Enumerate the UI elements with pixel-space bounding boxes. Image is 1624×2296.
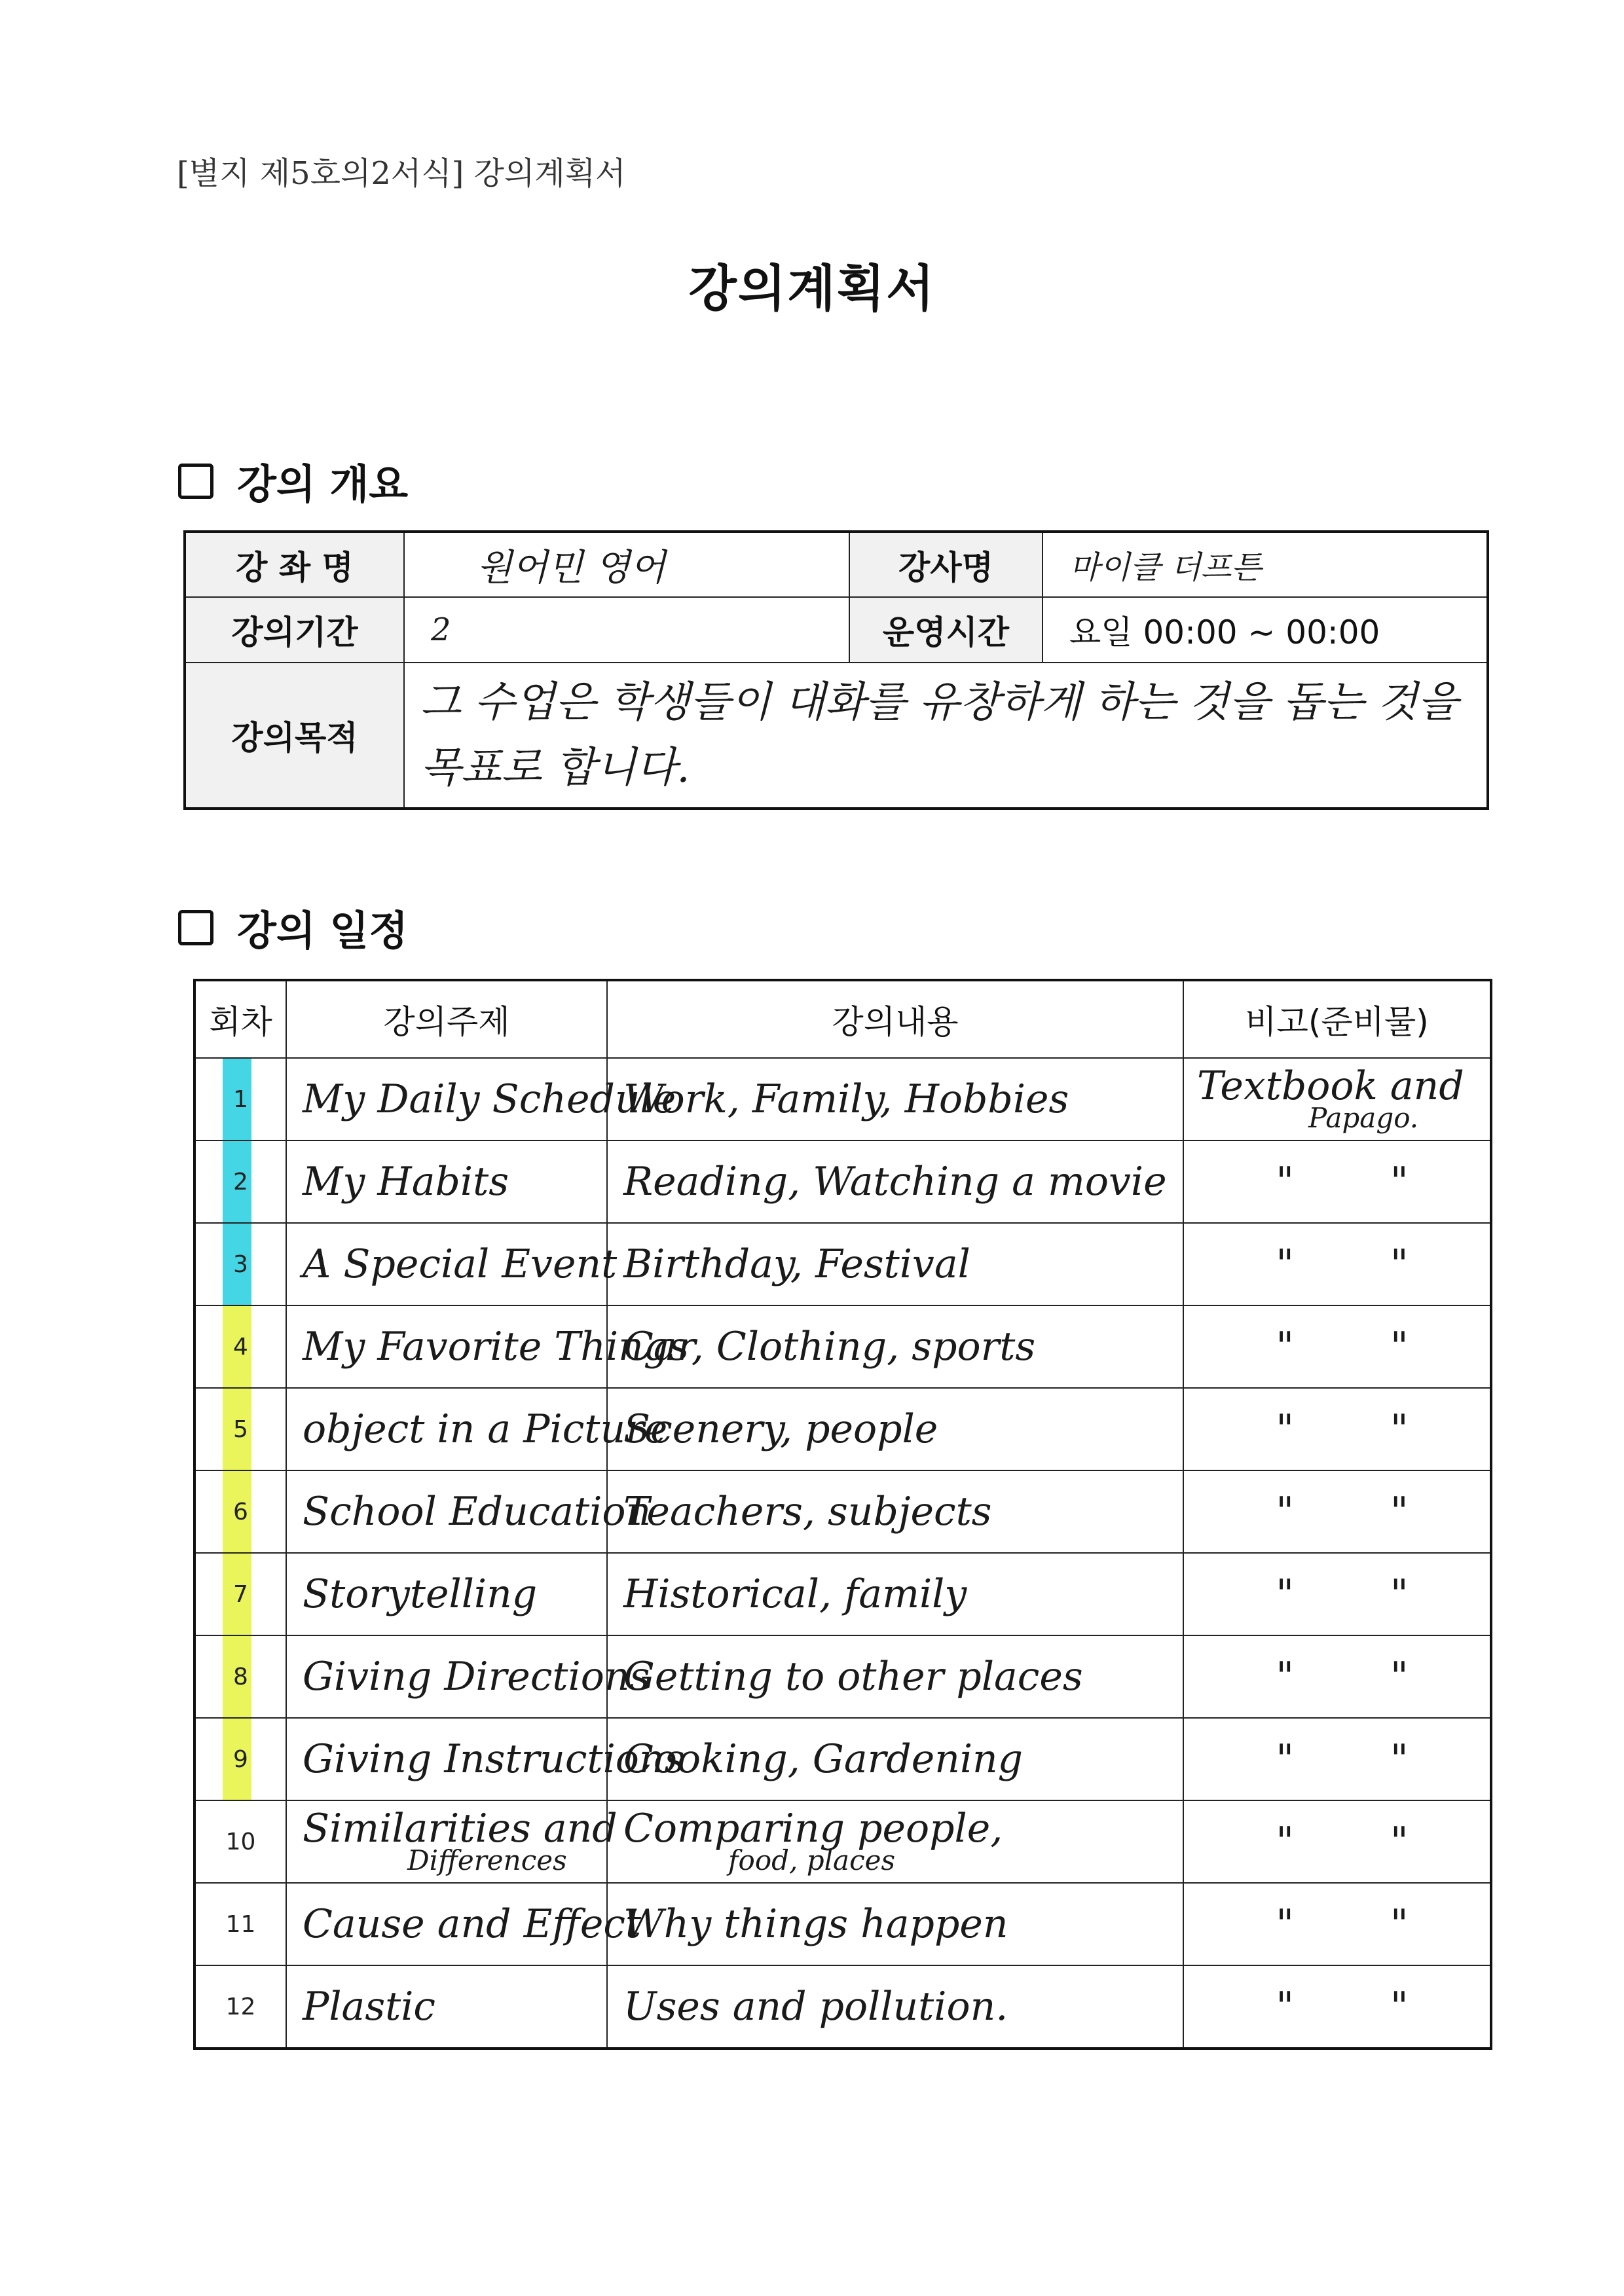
remark (1183, 1800, 1491, 1883)
checkbox-icon (178, 910, 213, 945)
lecture-topic (286, 1058, 676, 1140)
table-row (194, 1553, 1491, 1635)
column-header: 강의주제 (286, 980, 607, 1058)
overview-heading (178, 452, 408, 510)
session-number: 1 (194, 1058, 286, 1140)
remark-ditto: " " (1276, 1324, 1411, 1370)
remark-ditto: " " (1276, 1489, 1411, 1535)
session-number: 2 (194, 1140, 286, 1223)
lecture-content (607, 1965, 1183, 2049)
table-row (194, 1140, 1491, 1223)
column-header: 비고(준비물) (1183, 980, 1491, 1058)
lecture-topic (286, 1635, 650, 1718)
table-row (194, 1470, 1491, 1553)
session-number: 6 (194, 1470, 286, 1553)
remark (1183, 1718, 1491, 1800)
session-number: 10 (194, 1800, 286, 1883)
lecture-content (607, 1635, 1183, 1718)
lecture-content-text: Cooking, Gardening (623, 1736, 1024, 1782)
remark-ditto: " " (1276, 1159, 1411, 1205)
lecture-content (607, 1140, 1183, 1223)
overview-table (183, 530, 1489, 810)
lecture-topic (286, 1388, 668, 1470)
lecture-topic (286, 1718, 685, 1800)
lecture-content-text: Why things happen (623, 1901, 1008, 1947)
remark (1183, 1223, 1491, 1305)
lecture-content-text: Work, Family, Hobbies (623, 1076, 1069, 1122)
lecture-content (607, 1058, 1183, 1140)
remark-ditto: " " (1276, 1984, 1411, 2030)
lecture-topic-text: object in a Picture (303, 1406, 668, 1452)
schedule-heading (178, 898, 408, 957)
lecture-content (607, 1388, 1183, 1470)
instructor-value: 마이클 더프튼 (1043, 532, 1488, 597)
lecture-content-line2: food, places (728, 1844, 895, 1876)
lecture-topic-line2: Differences (407, 1844, 567, 1876)
lecture-content-text: Teachers, subjects (623, 1489, 992, 1535)
goal-value: 그 수업은 학생들이 대화를 유창하게 하는 것을 돕는 것을 목표로 합니다. (404, 663, 1488, 809)
instructor-label: 강사명 (849, 532, 1043, 597)
remark (1183, 1058, 1491, 1140)
course-name-value: 원어민 영어 (404, 532, 849, 597)
lecture-topic-text: Storytelling (303, 1571, 538, 1617)
lecture-topic-text: My Favorite Things (303, 1324, 690, 1370)
lecture-topic-text: School Education (303, 1489, 652, 1535)
lecture-content (607, 1223, 1183, 1305)
remark-ditto: " " (1276, 1654, 1411, 1700)
lecture-topic (286, 1140, 607, 1223)
remark (1183, 1553, 1491, 1635)
lecture-content-text: Getting to other places (623, 1654, 1083, 1700)
lecture-content (607, 1718, 1183, 1800)
lecture-topic-text: Cause and Effect (303, 1901, 642, 1947)
table-row (194, 1965, 1491, 2049)
lecture-topic-text: Giving Instructions (303, 1736, 685, 1782)
lecture-topic (286, 1800, 618, 1883)
session-number: 4 (194, 1305, 286, 1388)
table-row (194, 1635, 1491, 1718)
remark (1183, 1883, 1491, 1965)
remark-ditto: " " (1276, 1736, 1411, 1782)
remark (1183, 1635, 1491, 1718)
lecture-content-text: Birthday, Festival (623, 1241, 970, 1287)
form-label: [별지 제5호의2서식] 강의계획서 (177, 155, 626, 192)
remark-line2: Papago. (1308, 1102, 1419, 1134)
lecture-topic-text: My Habits (303, 1159, 509, 1205)
lecture-topic-text: Giving Directions (303, 1654, 650, 1700)
lecture-content-text: Historical, family (623, 1571, 967, 1617)
remark-ditto: " " (1276, 1571, 1411, 1617)
session-number: 3 (194, 1223, 286, 1305)
lecture-content-text: Uses and pollution. (623, 1984, 1008, 2030)
table-row (194, 1883, 1491, 1965)
lecture-topic-text: A Special Event (303, 1241, 618, 1287)
column-header: 강의내용 (607, 980, 1183, 1058)
lecture-content-text: Scenery, people (623, 1406, 938, 1452)
remark (1183, 1470, 1491, 1553)
lecture-content (607, 1800, 1183, 1883)
lecture-topic (286, 1965, 607, 2049)
remark-ditto: " " (1276, 1406, 1411, 1452)
hours-value: 요일 00:00 ~ 00:00 (1043, 597, 1488, 663)
lecture-topic (286, 1883, 642, 1965)
period-label: 강의기간 (185, 597, 404, 663)
schedule-table (193, 979, 1492, 2050)
session-number: 9 (194, 1718, 286, 1800)
column-header: 회차 (194, 980, 286, 1058)
lecture-content (607, 1470, 1183, 1553)
schedule-heading-text: 강의 일정 (237, 907, 409, 955)
remark (1183, 1965, 1491, 2049)
table-row (194, 1223, 1491, 1305)
lecture-topic-text: Plastic (303, 1984, 436, 2030)
lecture-topic (286, 1553, 607, 1635)
checkbox-icon (178, 464, 213, 499)
remark-line1: Textbook and (1197, 1063, 1464, 1109)
lecture-content-text: Car, Clothing, sports (623, 1324, 1036, 1370)
remark (1183, 1388, 1491, 1470)
table-row (194, 1305, 1491, 1388)
lecture-topic (286, 1305, 690, 1388)
hours-label: 운영시간 (849, 597, 1043, 663)
lecture-topic (286, 1470, 652, 1553)
session-number: 5 (194, 1388, 286, 1470)
remark-ditto: " " (1276, 1901, 1411, 1947)
remark-ditto: " " (1276, 1819, 1411, 1865)
table-row (194, 1058, 1491, 1140)
period-value: 2 (404, 597, 849, 663)
goal-label: 강의목적 (185, 663, 404, 809)
lecture-topic-line1: Similarities and (303, 1806, 618, 1851)
course-name-label: 강 좌 명 (185, 532, 404, 597)
schedule-header-row (194, 980, 1491, 1058)
lecture-topic (286, 1223, 618, 1305)
lecture-topic-text: My Daily Schedule (303, 1076, 676, 1122)
table-row (194, 1388, 1491, 1470)
session-number: 12 (194, 1965, 286, 2049)
session-number: 8 (194, 1635, 286, 1718)
session-number: 7 (194, 1553, 286, 1635)
remark (1183, 1140, 1491, 1223)
remark-ditto: " " (1276, 1241, 1411, 1287)
table-row (194, 1718, 1491, 1800)
document-title: 강의계획서 (688, 259, 936, 318)
lecture-content-text: Reading, Watching a movie (623, 1159, 1167, 1205)
lecture-content (607, 1305, 1183, 1388)
table-row (194, 1800, 1491, 1883)
session-number: 11 (194, 1883, 286, 1965)
overview-heading-text: 강의 개요 (237, 460, 409, 508)
lecture-content (607, 1883, 1183, 1965)
remark (1183, 1305, 1491, 1388)
lecture-content-line1: Comparing people, (623, 1806, 1003, 1851)
lecture-content (607, 1553, 1183, 1635)
